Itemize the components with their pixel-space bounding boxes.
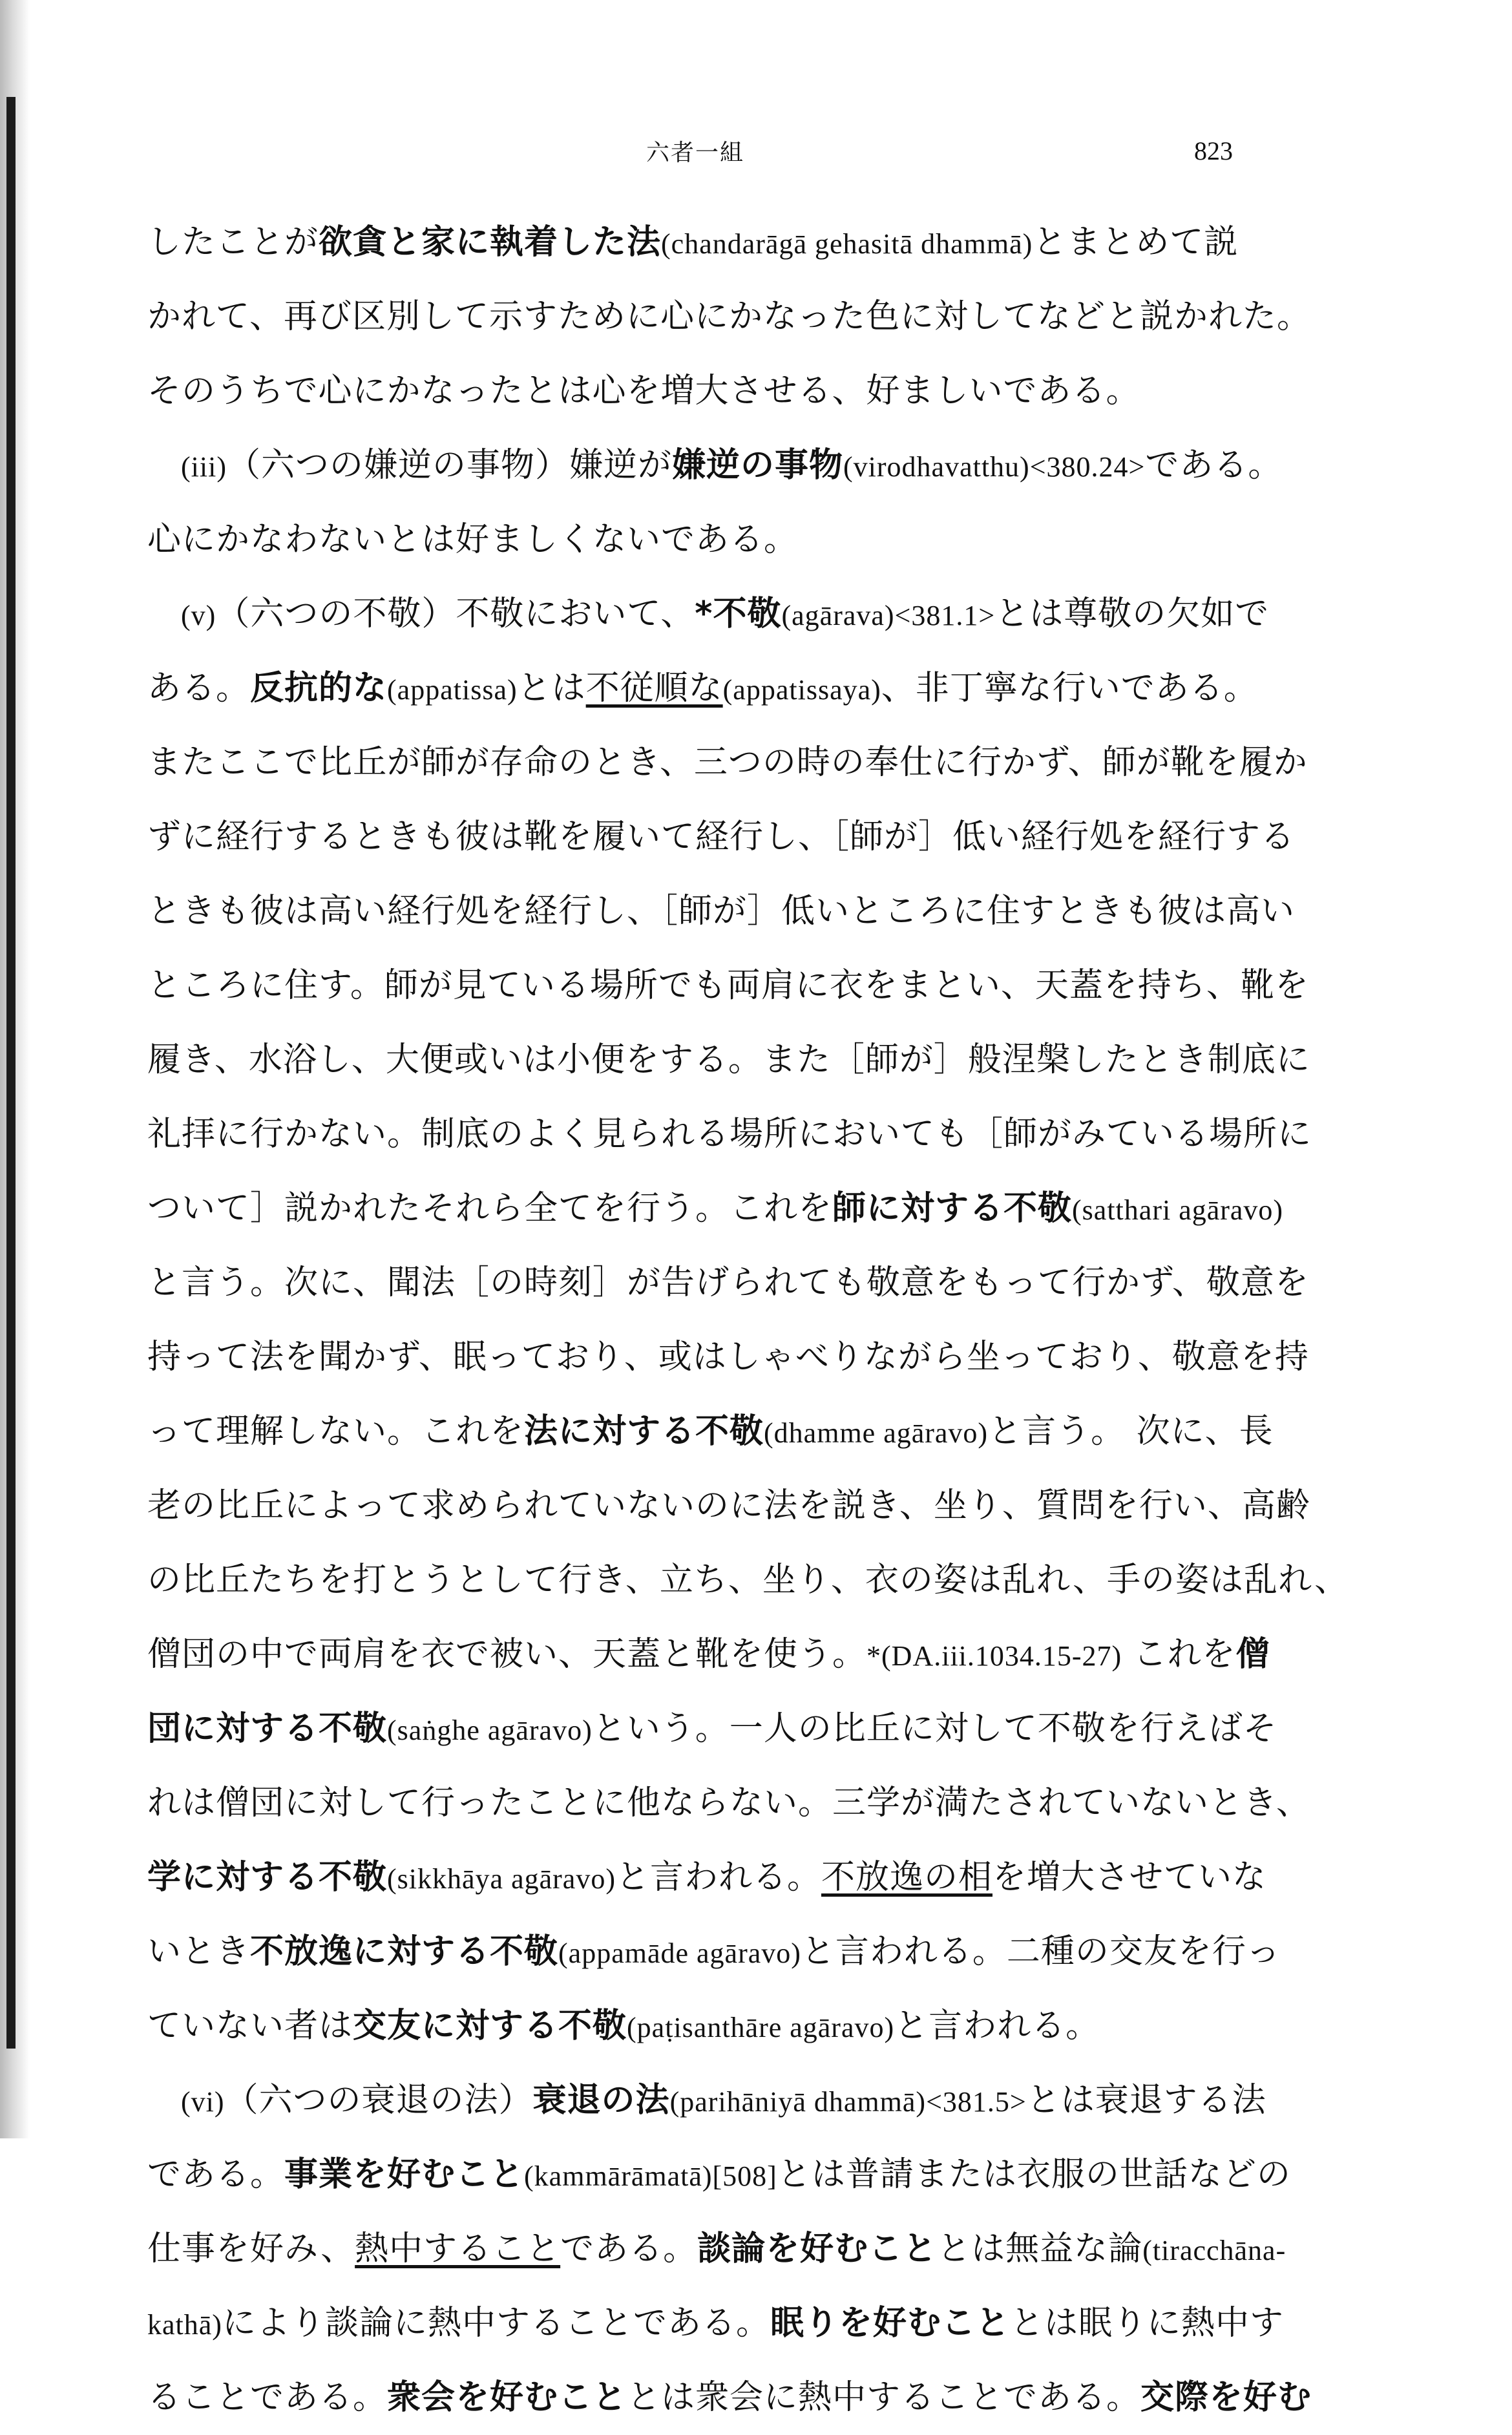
text-span: (saṅghe agāravo)	[387, 1714, 593, 1746]
text-line	[147, 1023, 1310, 1097]
text-span: （六つの嫌逆の事物）嫌逆が	[226, 446, 672, 485]
text-span: kathā)	[147, 2309, 222, 2341]
text-span: である。	[1145, 446, 1283, 485]
text-span: とは衰退する法	[1026, 2081, 1266, 2120]
text-span: 老の比丘によって求められていないのに法を説き、坐り、質問を行い、高齢	[147, 1486, 1310, 1525]
bold-term: 法に対する不敬	[524, 1412, 764, 1451]
text-span: (vi)	[181, 2086, 225, 2118]
bold-term: 眠りを好むこと	[770, 2304, 1010, 2343]
running-head: 六者一組	[646, 140, 745, 166]
text-span: 、非丁寧な行いである。	[881, 669, 1258, 708]
bold-term: 嫌逆の事物	[672, 446, 844, 485]
underlined-term: 不従順な	[585, 669, 723, 708]
text-span: とは普請または衣服の世話などの	[777, 2155, 1291, 2194]
text-span: とは衆会に熱中することである。	[627, 2378, 1141, 2417]
text-span: と言う。 次に、長	[988, 1412, 1274, 1451]
text-span: れは僧団に対して行ったことに他ならない。三学が満たされていないとき、	[147, 1784, 1310, 1822]
text-line	[147, 280, 1311, 354]
text-line	[147, 1097, 1312, 1172]
bold-term: 衆会を好むこと	[387, 2378, 627, 2417]
text-span: ずに経行するときも彼は靴を履いて経行し、［師が］低い経行処を経行する	[147, 817, 1296, 856]
text-span: いとき	[147, 1932, 251, 1971]
text-line	[147, 1766, 1310, 1840]
text-span: により談論に熱中することである。	[222, 2304, 770, 2343]
text-line	[147, 800, 1296, 874]
text-line	[147, 1172, 1284, 1246]
text-line	[147, 503, 1262, 577]
text-span: (v)	[181, 600, 216, 631]
text-span: (appatissa)	[387, 674, 518, 706]
body-text	[147, 206, 1349, 2435]
bold-term: *不敬	[695, 595, 782, 633]
bold-term: 交友に対する不敬	[353, 2007, 627, 2045]
bold-term: 欲貪と家に執着した法	[319, 223, 662, 262]
text-line	[147, 1915, 1281, 1989]
text-span: 心にかなわないとは好ましくないである。	[147, 520, 799, 559]
text-span: とは眠りに熱中す	[1009, 2304, 1284, 2343]
text-line	[147, 874, 1296, 949]
text-span: (appamāde agāravo)	[558, 1937, 801, 1969]
text-span: (agārava)<381.1>	[781, 600, 996, 631]
bold-term: 団に対する不敬	[147, 1709, 388, 1748]
text-span: （六つの衰退の法）	[224, 2081, 533, 2120]
text-span: (iii)	[181, 451, 227, 483]
text-span: という。一人の比丘に対して不敬を行えばそ	[592, 1709, 1277, 1748]
bold-term: 僧	[1235, 1635, 1270, 1674]
bold-term: 学に対する不敬	[147, 1858, 388, 1897]
text-span: かれて、再び区別して示すために心にかなった色に対してなどと説かれた。	[147, 297, 1311, 336]
text-line	[147, 726, 1308, 800]
bold-term: 談論を好むこと	[697, 2229, 938, 2268]
text-line	[147, 1543, 1349, 1618]
text-span: とまとめて説	[1033, 223, 1239, 262]
text-span: を増大させていな	[992, 1858, 1267, 1897]
text-span: 礼拝に行かない。制底のよく見られる場所においても［師がみている場所に	[147, 1115, 1312, 1154]
text-line	[147, 2286, 1284, 2361]
text-line	[147, 1840, 1267, 1915]
text-line	[147, 1395, 1274, 1469]
text-span: と言われる。	[894, 2007, 1100, 2045]
text-span: ときも彼は高い経行処を経行し、［師が］低いところに住すときも彼は高い	[147, 892, 1296, 931]
text-span: と言う。次に、聞法［の時刻］が告げられても敬意をもって行かず、敬意を	[147, 1263, 1309, 1302]
bold-term: 不放逸に対する不敬	[250, 1932, 559, 1971]
text-span: (paṭisanthāre agāravo)	[627, 2012, 895, 2043]
underlined-term: 熱中すること	[355, 2229, 561, 2268]
text-span: これを	[1122, 1635, 1236, 1674]
text-span: 僧団の中で両肩を衣で被い、天蓋と靴を使う。	[147, 1635, 867, 1674]
text-line	[147, 577, 1270, 651]
text-line	[147, 1989, 1262, 2063]
text-span: と言われる。二種の交友を行っ	[801, 1932, 1281, 1971]
text-span: *(DA.iii.1034.15-27)	[866, 1640, 1122, 1672]
text-line	[147, 2212, 1286, 2286]
text-span: (satthari agāravo)	[1072, 1194, 1284, 1226]
text-span: ついて］説かれたそれら全てを行う。これを	[147, 1189, 833, 1228]
text-span: の比丘たちを打とうとして行き、立ち、坐り、衣の姿は乱れ、手の姿は乱れ、	[147, 1561, 1349, 1599]
text-line	[147, 1246, 1309, 1320]
text-span: そのうちで心にかなったとは心を増大させる、好ましいである。	[147, 372, 1140, 410]
text-line	[147, 2138, 1291, 2212]
text-span: またここで比丘が師が存命のとき、三つの時の奉仕に行かず、師が靴を履か	[147, 743, 1308, 782]
text-span: ところに住す。師が見ている場所でも両肩に衣をまとい、天蓋を持ち、靴を	[147, 966, 1309, 1005]
bold-term: 師に対する不敬	[832, 1189, 1073, 1228]
binding-edge-line	[6, 97, 16, 2049]
text-span: とは	[517, 669, 586, 708]
text-line	[147, 1320, 1309, 1395]
text-span: (parihāniyā dhammā)<381.5>	[669, 2086, 1027, 2118]
text-span: (sikkhāya agāravo)	[387, 1863, 616, 1895]
bold-term: 交際を好む	[1140, 2378, 1312, 2417]
text-span: ることである。	[147, 2378, 388, 2417]
text-span: とは無益な論	[937, 2229, 1143, 2268]
text-span: である。	[560, 2229, 698, 2268]
bold-term: 反抗的な	[250, 669, 388, 708]
text-line	[147, 949, 1309, 1023]
text-span: (virodhavatthu)<380.24>	[843, 451, 1146, 483]
text-span: と言われる。	[615, 1858, 821, 1897]
text-span: (dhamme agāravo)	[764, 1417, 989, 1449]
text-span: 仕事を好み、	[147, 2229, 355, 2268]
text-span: （六つの不敬）不敬において、	[216, 595, 695, 633]
text-line	[147, 206, 1262, 280]
text-line	[147, 1469, 1310, 1543]
underlined-term: 不放逸の相	[821, 1858, 992, 1897]
text-span: とは尊敬の欠如で	[995, 595, 1270, 633]
text-line	[147, 651, 1262, 726]
text-line	[147, 428, 1283, 503]
text-span: (chandarāgā gehasitā dhammā)	[661, 228, 1033, 260]
text-line	[147, 354, 1262, 428]
text-span: である。	[147, 2155, 285, 2194]
text-span: したことが	[147, 223, 319, 262]
text-span: ていない者は	[147, 2007, 353, 2045]
text-line	[147, 2063, 1266, 2138]
text-span: (appatissaya)	[722, 674, 881, 706]
text-line	[147, 1618, 1270, 1692]
text-span: 履き、水浴し、大便或いは小便をする。また［師が］般涅槃したとき制底に	[147, 1040, 1310, 1079]
text-span: って理解しない。これを	[147, 1412, 525, 1451]
text-line	[147, 2361, 1312, 2435]
text-span: (tiracchāna-	[1142, 2235, 1286, 2266]
bold-term: 衰退の法	[532, 2081, 670, 2120]
text-span: 持って法を聞かず、眠っており、或はしゃべりながら坐っており、敬意を持	[147, 1338, 1309, 1376]
text-span: ある。	[147, 669, 251, 708]
text-span: (kammārāmatā)[508]	[524, 2160, 777, 2192]
bold-term: 事業を好むこと	[284, 2155, 525, 2194]
text-line	[147, 1692, 1277, 1766]
page-number: 823	[1194, 136, 1233, 165]
